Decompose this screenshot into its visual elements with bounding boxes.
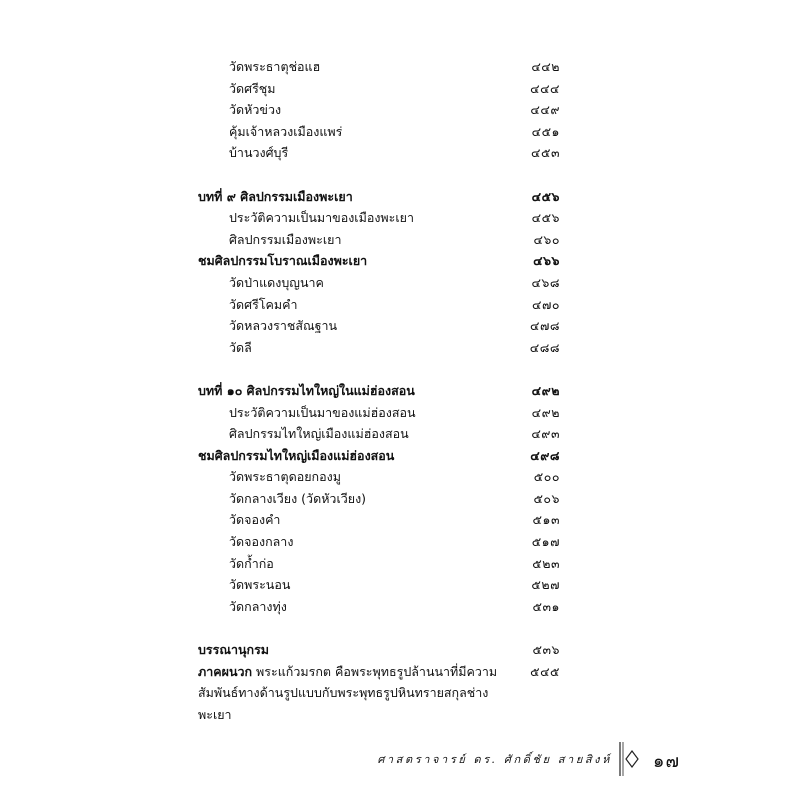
page-number: ๔๕๖ <box>531 210 560 226</box>
toc-entry <box>198 315 560 337</box>
toc-entry <box>198 466 560 488</box>
page-footer <box>360 746 680 772</box>
toc-entry-title: วัดกลางเวียง (วัดหัวเวียง) <box>229 490 367 506</box>
page-number: ๔๕๓ <box>531 145 560 161</box>
toc-group-a <box>198 56 560 164</box>
appendix-text <box>198 661 498 726</box>
bibliography-entry <box>198 639 560 661</box>
toc-entry-title: วัดป่าแดงบุญนาค <box>229 274 324 290</box>
spacer <box>198 164 560 186</box>
toc-entry <box>198 56 560 78</box>
toc-entry-title: วัดลี <box>229 339 252 355</box>
page-number: ๔๙๒ <box>531 404 560 420</box>
page-number: ๔๙๓ <box>531 426 560 442</box>
toc-group-d <box>198 402 560 445</box>
toc-entry-title: วัดจองคำ <box>229 512 281 528</box>
toc-entry-title: คุ้มเจ้าหลวงเมืองแพร่ <box>229 123 343 139</box>
page-number: ๔๙๘ <box>530 447 560 463</box>
chapter-title: บทที่ ๑๐ ศิลปกรรมไทใหญ่ในแม่ฮ่องสอน <box>198 382 415 398</box>
page-number: ๕๒๓ <box>532 555 560 571</box>
toc-entry-title: ประวัติความเป็นมาของแม่ฮ่องสอน <box>229 404 416 420</box>
page-number: ๔๔๔ <box>530 80 560 96</box>
spacer <box>198 358 560 380</box>
page-number: ๔๖๘ <box>531 274 560 290</box>
toc-entry-title: วัดพระนอน <box>229 577 291 593</box>
toc-entry <box>198 509 560 531</box>
toc-entry-title: วัดจองกลาง <box>229 534 294 550</box>
toc-entry-title: วัดก้ำก่อ <box>229 555 274 571</box>
toc-entry <box>198 99 560 121</box>
page-number: ๔๔๙ <box>530 102 560 118</box>
bibliography-title: บรรณานุกรม <box>198 642 270 658</box>
page-number: ๔๔๒ <box>531 59 560 74</box>
toc-group-b <box>198 207 560 250</box>
page-number: ๔๘๘ <box>529 339 560 355</box>
page-number: ๕๔๕ <box>530 663 560 679</box>
page-number: ๕๓๑ <box>532 598 560 614</box>
page-number: ๔๖๖ <box>533 253 560 269</box>
page-number: ๔๙๒ <box>531 382 560 398</box>
page-number: ๕๐๖ <box>533 490 560 506</box>
toc-entry <box>198 488 560 510</box>
section-10-heading <box>198 445 560 467</box>
section-title: ชมศิลปกรรมโบราณเมืองพะเยา <box>198 253 368 269</box>
page-folio: ๑๗ <box>653 751 680 772</box>
toc-entry-title: วัดหลวงราชสัณฐาน <box>229 318 338 334</box>
toc-entry-title: วัดพระธาตุดอยกองมู <box>229 469 341 485</box>
table-of-contents <box>198 56 560 725</box>
page-number: ๔๕๑ <box>531 123 560 139</box>
chapter-title: บทที่ ๙ ศิลปกรรมเมืองพะเยา <box>198 188 353 204</box>
section-9-heading <box>198 250 560 272</box>
running-footer-author: ศาสตราจารย์ ดร. ศักดิ์ชัย สายสิงห์ <box>377 753 612 766</box>
toc-entry <box>198 207 560 229</box>
toc-entry <box>198 402 560 424</box>
page-number: ๕๐๐ <box>533 469 560 485</box>
appendix-description: พระแก้วมรกต คือพระพุทธรูปล้านนาที่มีความสัมพันธ์ทางด้านรูปแบบกับพระพุทธรูปหินทรายสกุลช่างพะเยา <box>198 663 498 722</box>
page-number: ๔๕๖ <box>531 188 560 204</box>
page-number: ๕๑๓ <box>532 512 560 528</box>
chapter-9-heading <box>198 186 560 208</box>
toc-entry-title: บ้านวงศ์บุรี <box>229 145 289 161</box>
toc-entry <box>198 142 560 164</box>
toc-entry <box>198 423 560 445</box>
toc-entry <box>198 272 560 294</box>
toc-entry-title: วัดศรีโคมคำ <box>229 296 298 312</box>
appendix-entry <box>198 661 560 726</box>
page-number: ๔๗๐ <box>532 296 560 312</box>
toc-group-c <box>198 272 560 358</box>
spacer <box>198 617 560 639</box>
page-number: ๕๑๗ <box>531 534 560 550</box>
toc-entry <box>198 229 560 251</box>
appendix-label: ภาคผนวก <box>198 663 253 679</box>
toc-entry-title: วัดหัวข่วง <box>229 102 282 118</box>
toc-entry <box>198 337 560 359</box>
toc-entry <box>198 574 560 596</box>
section-title: ชมศิลปกรรมไทใหญ่เมืองแม่ฮ่องสอน <box>198 447 395 463</box>
toc-entry <box>198 78 560 100</box>
page-number: ๕๓๖ <box>532 642 560 658</box>
toc-entry <box>198 121 560 143</box>
toc-entry <box>198 553 560 575</box>
page-number: ๔๖๐ <box>533 231 560 247</box>
toc-entry-title: ศิลปกรรมเมืองพะเยา <box>229 231 342 247</box>
toc-entry-title: วัดพระธาตุช่อแฮ <box>229 59 321 74</box>
toc-entry <box>198 294 560 316</box>
toc-group-e <box>198 466 560 617</box>
toc-entry-title: วัดกลางทุ่ง <box>229 598 287 614</box>
toc-entry-title: ประวัติความเป็นมาของเมืองพะเยา <box>229 210 414 226</box>
toc-entry <box>198 531 560 553</box>
toc-entry-title: ศิลปกรรมไทใหญ่เมืองแม่ฮ่องสอน <box>229 426 409 442</box>
page-number: ๔๗๘ <box>529 318 560 334</box>
page-number: ๕๒๗ <box>531 577 560 593</box>
toc-entry-title: วัดศรีชุม <box>229 80 276 96</box>
chapter-10-heading <box>198 380 560 402</box>
diamond-ornament-icon <box>616 742 640 776</box>
toc-entry <box>198 596 560 618</box>
